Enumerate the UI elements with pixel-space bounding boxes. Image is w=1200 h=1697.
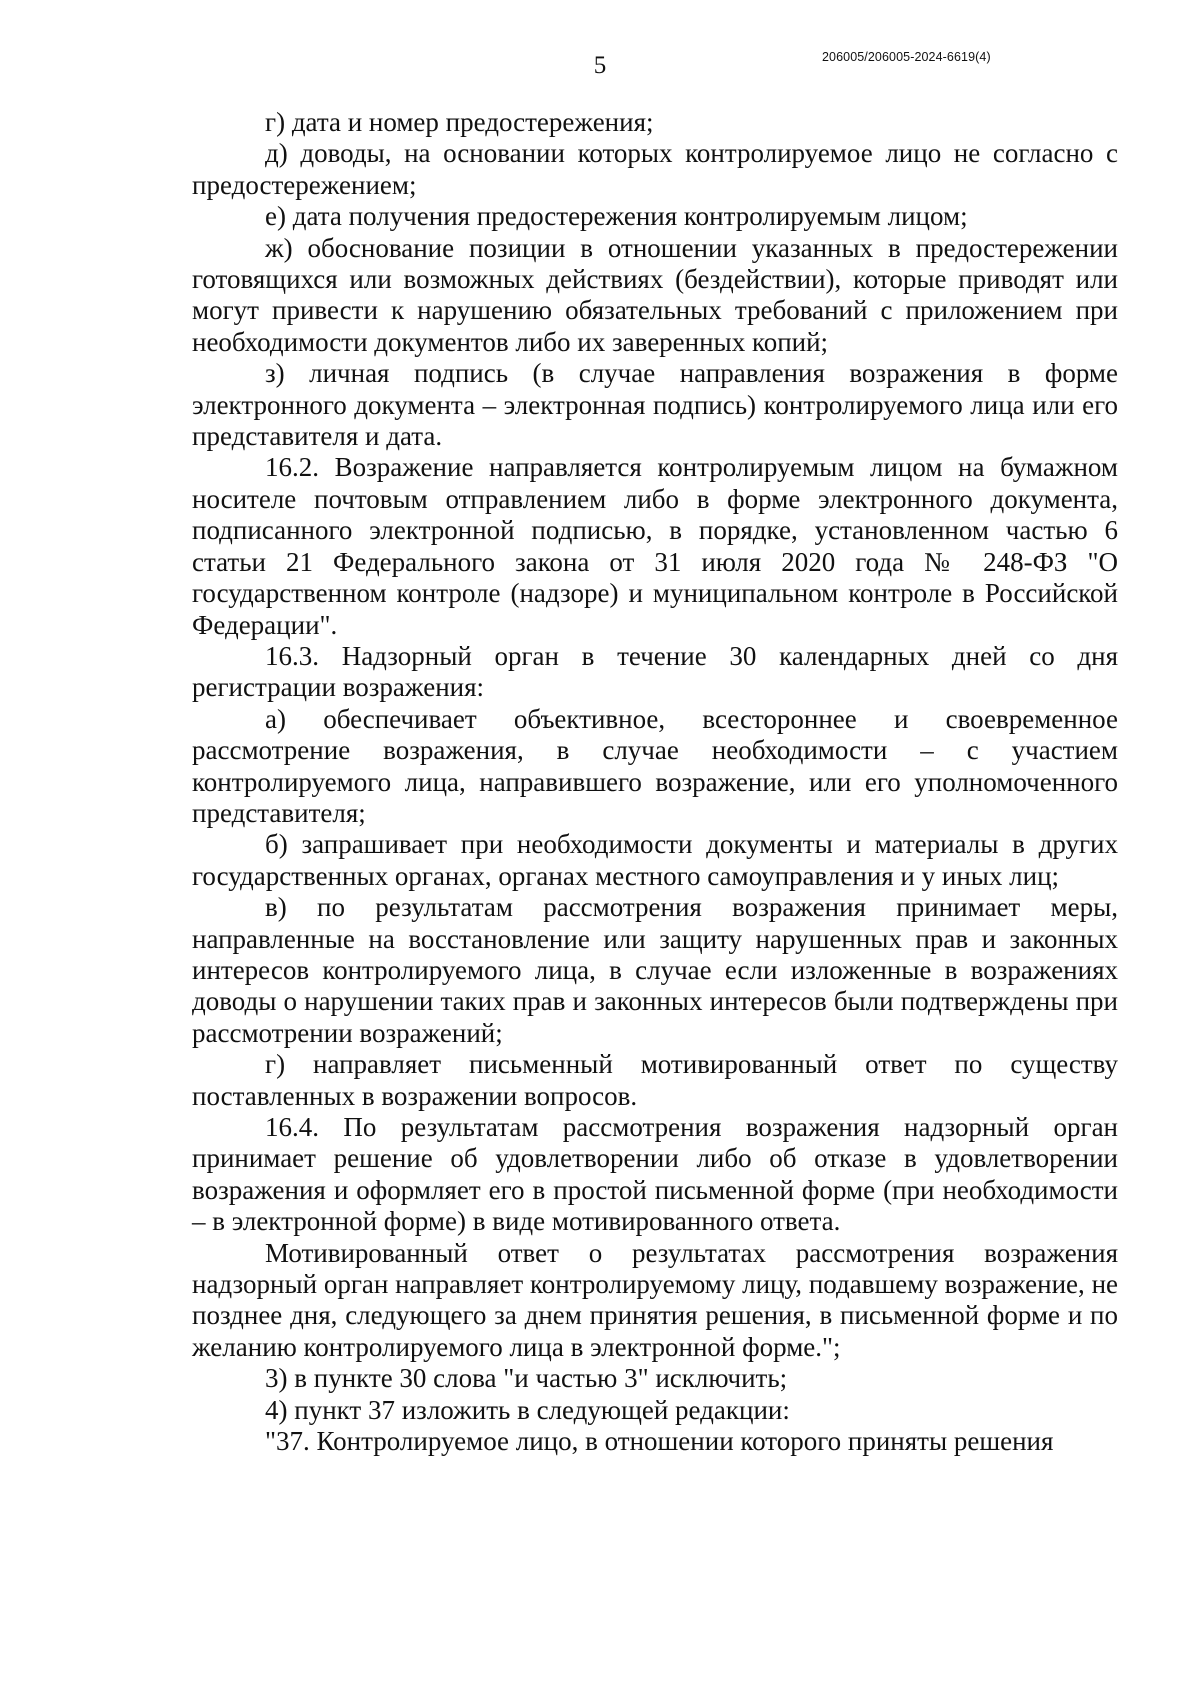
paragraph: е) дата получения предостережения контролируемым лицом; <box>265 201 968 232</box>
paragraph: 16.4. По результатам рассмотрения возражения надзорный орган принимает решение об удовлетворении либо об отказе в удовлетворении возражения и оформляет его в простой письменной форме (при необходимости – в электронной форме) в виде мотивированного ответа. <box>192 1112 1118 1237</box>
paragraph: з) личная подпись (в случае направления возражения в форме электронного документа – электронная подпись) контролируемого лица или его представителя и дата. <box>192 358 1118 452</box>
document-body <box>192 107 1118 1457</box>
paragraph: б) запрашивает при необходимости документы и материалы в других государственных органах, органах местного самоуправления и у иных лиц; <box>192 829 1118 891</box>
paragraph: Мотивированный ответ о результатах рассмотрения возражения надзорный орган направляет контролируемому лицу, подавшему возражение, не позднее дня, следующего за днем принятия решения, в письменной форме и по желанию контролируемого лица в электронной форме."; <box>192 1237 1118 1362</box>
paragraph: 16.3. Надзорный орган в течение 30 календарных дней со дня регистрации возражения: <box>192 640 1118 703</box>
paragraph: г) дата и номер предостережения; <box>265 107 654 137</box>
document-registration-code: 206005/206005-2024-6619(4) <box>822 50 991 64</box>
paragraph: 3) в пункте 30 слова "и частью 3" исключить; <box>265 1363 788 1394</box>
page-number: 5 <box>593 52 607 79</box>
paragraph: д) доводы, на основании которых контролируемое лицо не согласно с предостережением; <box>192 138 1118 200</box>
paragraph: в) по результатам рассмотрения возражения принимает меры, направленные на восстановление или защиту нарушенных прав и законных интересов контролируемого лица, в случае если изложенные в возражениях доводы о нарушении таких прав и законных интересов были подтверждены при рассмотрении возражений; <box>192 892 1118 1048</box>
paragraph: "37. Контролируемое лицо, в отношении которого приняты решения <box>265 1426 1054 1457</box>
paragraph: ж) обоснование позиции в отношении указанных в предостережении готовящихся или возможных действиях (бездействии), которые приводят или могут привести к нарушению обязательных требований с приложением при необходимости документов либо их заверенных копий; <box>192 232 1118 357</box>
paragraph: г) направляет письменный мотивированный ответ по существу поставленных в возражении вопросов. <box>192 1049 1118 1111</box>
paragraph: а) обеспечивает объективное, всестороннее и своевременное рассмотрение возражения, в случае необходимости – с участием контролируемого лица, направившего возражение, или его уполномоченного представителя; <box>192 703 1118 828</box>
paragraph: 4) пункт 37 изложить в следующей редакции: <box>265 1394 790 1425</box>
paragraph: 16.2. Возражение направляется контролируемым лицом на бумажном носителе почтовым отправлением либо в форме электронного документа, подписанного электронной подписью, в порядке, установленном частью 6 статьи 21 Федерального закона от 31 июля 2020 года № 248-ФЗ "О государственном контроле (надзоре) и муниципальном контроле в Российской Федерации". <box>192 452 1118 640</box>
